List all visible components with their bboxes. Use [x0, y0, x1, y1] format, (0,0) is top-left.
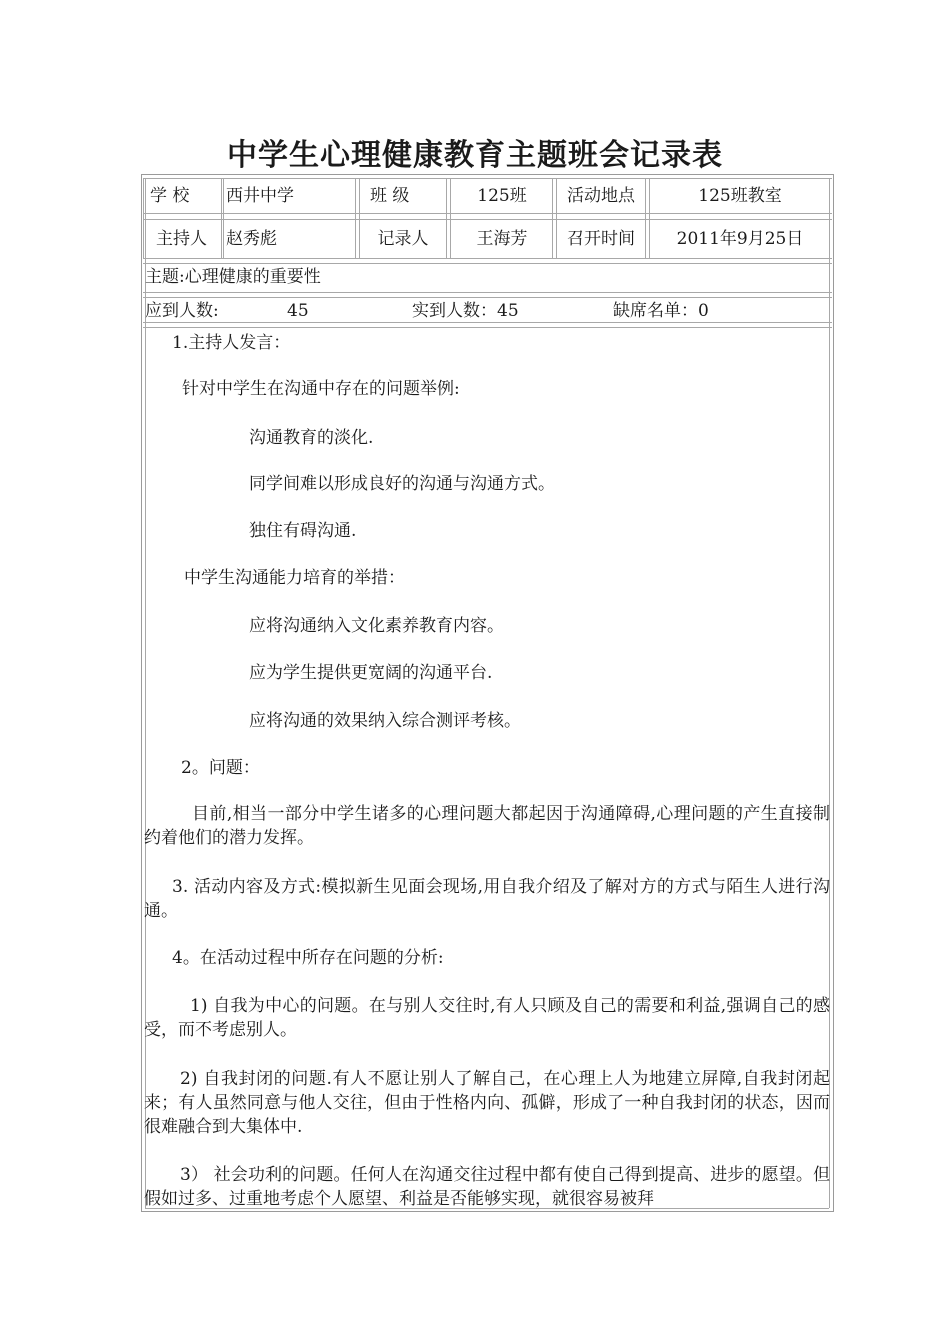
table-rule: [143, 178, 832, 179]
place-value: 125班教室: [698, 186, 782, 206]
school-label: 学 校: [150, 186, 190, 206]
table-rule: [221, 178, 222, 258]
content-paragraph: 中学生沟通能力培育的举措：: [184, 568, 405, 588]
theme: 主题:心理健康的重要性: [145, 267, 321, 287]
content-paragraph: 3） 社会功利的问题。任何人在沟通交往过程中都有使自己得到提高、进步的愿望。但假如过多、过重地考虑个人愿望、利益是否能够实现，就很容易被拜: [144, 1165, 830, 1209]
expected-value: 45: [287, 301, 309, 321]
table-rule: [143, 258, 832, 259]
table-rule: [552, 178, 553, 258]
table-rule: [355, 178, 356, 258]
content-paragraph: 应为学生提供更宽阔的沟通平台.: [249, 663, 493, 683]
content-paragraph: 针对中学生在沟通中存在的问题举例:: [182, 379, 460, 399]
content-paragraph: 2) 自我封闭的问题.有人不愿让别人了解自己，在心理上人为地建立屏障,自我封闭起来；有人虽然同意与他人交往，但由于性格内向、孤僻，形成了一种自我封闭的状态，因而很难融合到大集体中.: [144, 1069, 830, 1137]
table-rule: [223, 178, 224, 258]
recorder-label: 记录人: [377, 229, 429, 249]
content-paragraph: 独住有碍沟通.: [249, 521, 357, 541]
content-paragraph: 沟通教育的淡化.: [249, 428, 374, 448]
place-label: 活动地点: [567, 186, 635, 206]
table-rule: [145, 178, 146, 1208]
table-rule: [143, 327, 832, 328]
actual-attendance: 实到人数：45: [412, 301, 519, 321]
class-label: 班 级: [370, 186, 410, 206]
table-rule: [446, 178, 447, 258]
table-rule: [143, 292, 832, 293]
time-label: 召开时间: [567, 229, 635, 249]
table-rule: [829, 178, 830, 1208]
record-table: [141, 174, 834, 1212]
table-rule: [645, 178, 646, 258]
table-rule: [143, 213, 832, 214]
table-rule: [143, 178, 144, 258]
school-value: 西井中学: [226, 186, 294, 206]
table-rule: [143, 219, 832, 220]
table-rule: [143, 322, 832, 323]
expected-label: 应到人数:: [145, 301, 219, 321]
table-rule: [143, 263, 832, 264]
content-paragraph: 应将沟通纳入文化素养教育内容。: [249, 616, 504, 636]
content-paragraph: 目前,相当一部分中学生诸多的心理问题大都起因于沟通障碍,心理问题的产生直接制约着他们的潜力发挥。: [144, 804, 830, 848]
recorder-value: 王海芳: [476, 229, 528, 249]
table-rule: [143, 297, 832, 298]
class-value: 125班: [477, 186, 527, 206]
content-paragraph: 应将沟通的效果纳入综合测评考核。: [249, 711, 521, 731]
content-paragraph: 同学间难以形成良好的沟通与沟通方式。: [249, 474, 555, 494]
content-paragraph: 1.主持人发言：: [172, 333, 291, 353]
content-paragraph: 1) 自我为中心的问题。在与别人交往时,有人只顾及自己的需要和利益,强调自己的感受，而不考虑别人。: [144, 996, 830, 1040]
content-paragraph: 4。在活动过程中所存在问题的分析:: [172, 948, 444, 968]
content-paragraph: 2。问题：: [181, 758, 260, 778]
host-label: 主持人: [156, 229, 207, 249]
content-paragraph: 3. 活动内容及方式:模拟新生见面会现场,用自我介绍及了解对方的方式与陌生人进行沟通。: [144, 877, 830, 921]
absent-list: 缺席名单：0: [613, 301, 709, 321]
page-title: 中学生心理健康教育主题班会记录表: [227, 138, 723, 173]
time-value: 2011年9月25日: [676, 229, 804, 249]
table-rule: [450, 178, 451, 258]
host-value: 赵秀彪: [226, 229, 277, 249]
